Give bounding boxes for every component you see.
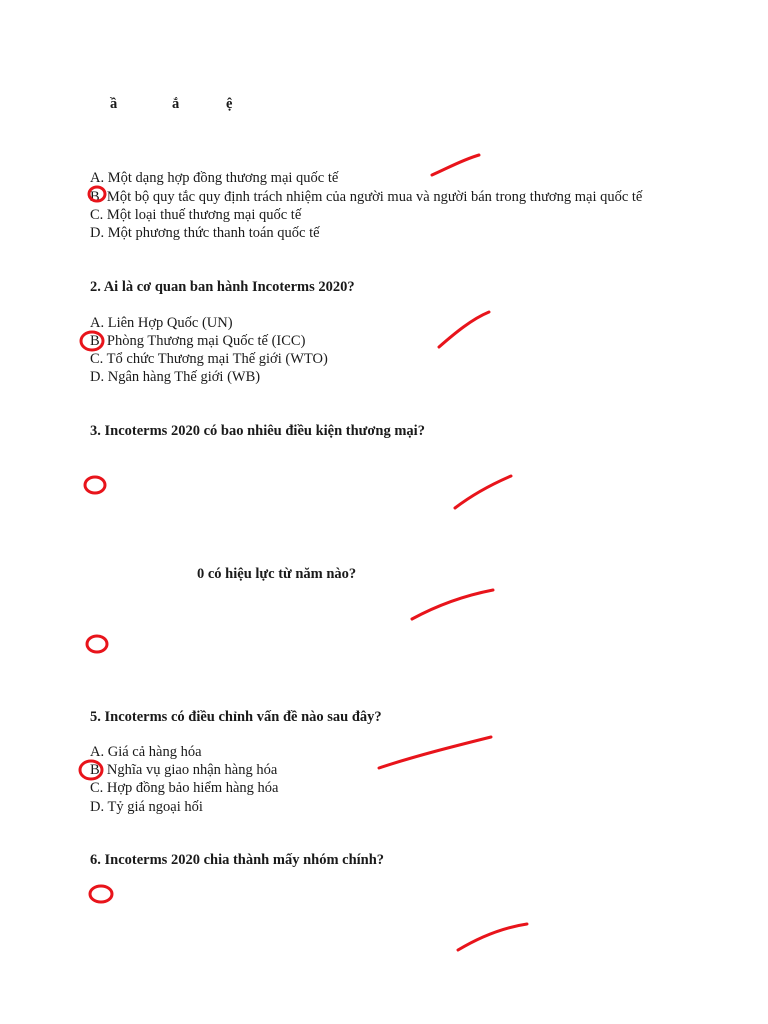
- check-stroke-q6: [458, 924, 527, 950]
- header-fragment-3: ệ: [226, 96, 233, 112]
- q5-title: 5. Incoterms có điều chỉnh vấn đề nào sau đây?: [90, 709, 382, 725]
- q2-option-b: B. Phòng Thương mại Quốc tế (ICC): [90, 333, 306, 349]
- handwritten-zero-q4: [87, 636, 107, 652]
- check-stroke-q4: [412, 590, 493, 619]
- check-stroke-q2: [439, 312, 489, 347]
- q5-option-c: C. Hợp đồng bảo hiểm hàng hóa: [90, 780, 279, 796]
- q1-option-a: A. Một dạng hợp đồng thương mại quốc tế: [90, 170, 339, 186]
- q1-option-c: C. Một loại thuế thương mại quốc tế: [90, 207, 302, 223]
- check-stroke-q5: [379, 737, 491, 768]
- header-fragment-1: ầ: [110, 96, 118, 112]
- q5-option-b: B. Nghĩa vụ giao nhận hàng hóa: [90, 762, 278, 778]
- q6-title: 6. Incoterms 2020 chia thành mấy nhóm chính?: [90, 852, 385, 868]
- header-fragment-2: ắ: [172, 96, 180, 112]
- check-stroke-q3: [455, 476, 511, 508]
- check-stroke-q1: [432, 155, 479, 175]
- q4-title: 0 có hiệu lực từ năm nào?: [197, 566, 357, 582]
- q1-option-b: B. Một bộ quy tắc quy định trách nhiệm của người mua và người bán trong thương mại quốc tế: [90, 189, 643, 205]
- q1-option-d: D. Một phương thức thanh toán quốc tế: [90, 225, 320, 241]
- q3-title: 3. Incoterms 2020 có bao nhiêu điều kiện thương mại?: [90, 423, 425, 439]
- q5-option-a: A. Giá cả hàng hóa: [90, 744, 202, 760]
- handwritten-zero-q6: [90, 886, 112, 902]
- q2-option-d: D. Ngân hàng Thế giới (WB): [90, 369, 261, 385]
- q5-option-d: D. Tỷ giá ngoại hối: [90, 799, 203, 815]
- q2-option-c: C. Tổ chức Thương mại Thế giới (WTO): [90, 351, 328, 367]
- q2-title: 2. Ai là cơ quan ban hành Incoterms 2020?: [90, 279, 355, 295]
- q2-option-a: A. Liên Hợp Quốc (UN): [90, 315, 233, 331]
- handwritten-zero-q3: [85, 477, 105, 493]
